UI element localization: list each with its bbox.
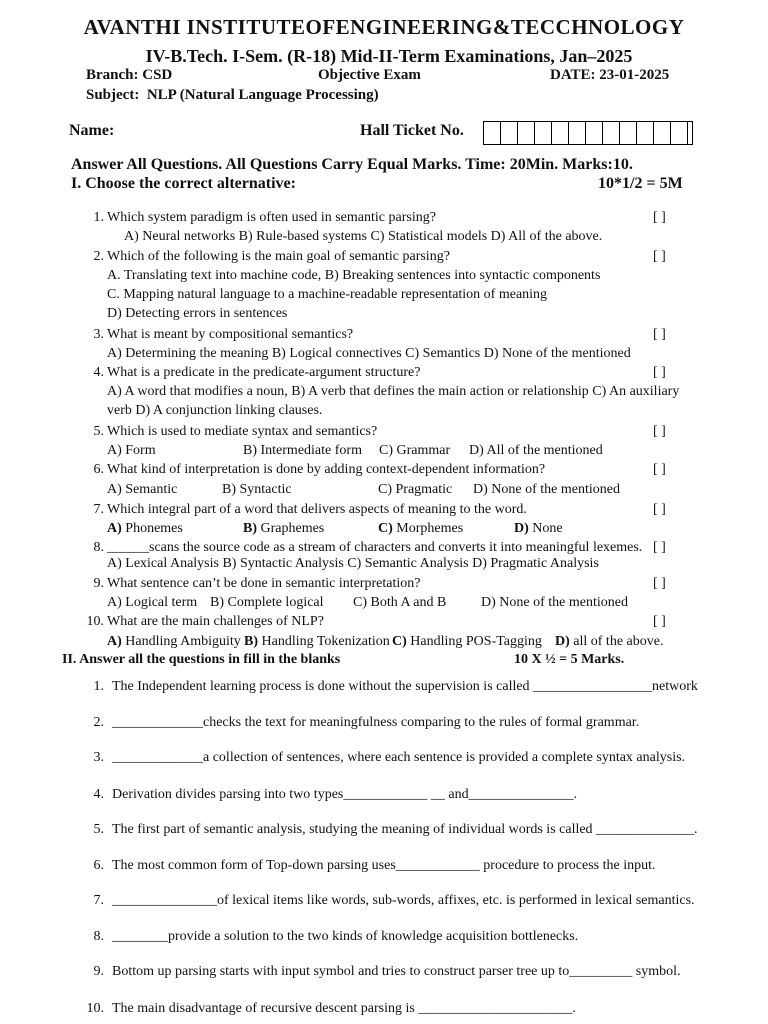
question-number: 7. — [93, 893, 104, 908]
subject-value: NLP (Natural Language Processing) — [146, 87, 379, 103]
fill-blank-item — [84, 1001, 576, 1017]
mcq-options: A) Lexical Analysis B) Syntactic Analysis C) Semantic Analysis D) Pragmatic Analysis — [107, 556, 599, 571]
question-text: _______________of lexical items like words, sub-words, affixes, etc. is performed in lexical semantics. — [112, 893, 695, 908]
question-number: 7. — [93, 502, 104, 517]
option-text: Handling Tokenization — [261, 634, 390, 649]
mcq-options: D) Detecting errors in sentences — [107, 306, 288, 321]
question-text: Which of the following is the main goal of semantic parsing? — [107, 249, 450, 264]
option-b — [244, 632, 390, 652]
option-c — [392, 632, 542, 652]
mcq-options: A) A word that modifies a noun, B) A verb that defines the main action or relationship C) An auxiliary — [107, 384, 680, 399]
answer-bracket: [ ] — [653, 210, 666, 225]
option-c: C) Pragmatic — [378, 482, 453, 497]
mcq-options: A) Determining the meaning B) Logical connectives C) Semantics D) None of the mentioned — [107, 346, 631, 361]
option-a — [107, 632, 241, 652]
option-text: None — [532, 521, 563, 536]
answer-bracket: [ ] — [653, 614, 666, 629]
question-text: Bottom up parsing starts with input symbol and tries to construct parser tree up to_________ symbol. — [112, 964, 681, 979]
question-text: What are the main challenges of NLP? — [107, 614, 324, 629]
fill-blank-item — [84, 787, 577, 803]
ticket-box — [620, 122, 637, 144]
answer-bracket: [ ] — [653, 576, 666, 591]
question-number: 5. — [93, 822, 104, 837]
option-key: C) — [392, 634, 407, 649]
question-text: ________provide a solution to the two kinds of knowledge acquisition bottlenecks. — [112, 929, 579, 944]
option-b: B) Intermediate form — [243, 443, 362, 458]
option-a — [107, 519, 183, 539]
ticket-box — [552, 122, 569, 144]
answer-bracket: [ ] — [653, 365, 666, 380]
section2-marks: 10 X ½ = 5 Marks. — [514, 652, 625, 667]
question-number: 8. — [93, 540, 104, 555]
question-text: What kind of interpretation is done by adding context-dependent information? — [107, 462, 546, 477]
option-text: all of the above. — [573, 634, 664, 649]
option-key: D) — [514, 521, 529, 536]
option-c: C) Grammar — [379, 443, 451, 458]
answer-bracket: [ ] — [653, 327, 666, 342]
ticket-box — [671, 122, 688, 144]
ticket-box — [586, 122, 603, 144]
mcq-options: C. Mapping natural language to a machine-readable representation of meaning — [107, 287, 548, 302]
hall-ticket-boxes — [483, 121, 693, 145]
option-b: B) Complete logical — [210, 595, 324, 610]
general-instructions: Answer All Questions. All Questions Carry Equal Marks. Time: 20Min. Marks:10. — [71, 156, 633, 173]
option-key: A) — [107, 521, 122, 536]
option-key: B) — [243, 521, 257, 536]
question-text: Which is used to mediate syntax and semantics? — [107, 424, 378, 439]
answer-bracket: [ ] — [653, 424, 666, 439]
question-text: What is meant by compositional semantics? — [107, 327, 354, 342]
fill-blank-item — [84, 679, 698, 695]
question-number: 4. — [93, 787, 104, 802]
option-d: D) None of the mentioned — [473, 482, 620, 497]
option-d — [514, 519, 563, 539]
option-c: C) Both A and B — [353, 595, 447, 610]
option-b — [243, 519, 324, 539]
ticket-box — [654, 122, 671, 144]
option-text: Morphemes — [396, 521, 464, 536]
ticket-box — [535, 122, 552, 144]
option-a: A) Semantic — [107, 482, 178, 497]
question-text: The most common form of Top-down parsing uses____________ procedure to process the input. — [112, 858, 656, 873]
option-d: D) All of the mentioned — [469, 443, 603, 458]
option-a: A) Form — [107, 443, 156, 458]
fill-blank-item — [84, 893, 695, 909]
answer-bracket: [ ] — [653, 462, 666, 477]
question-text: ______scans the source code as a stream of characters and converts it into meaningful lexemes. — [107, 540, 643, 555]
ticket-box — [569, 122, 586, 144]
ticket-box-end — [688, 122, 692, 144]
fill-blank-item — [84, 822, 698, 838]
ticket-box — [603, 122, 620, 144]
question-number: 8. — [93, 929, 104, 944]
question-number: 1. — [93, 679, 104, 694]
fill-blank-item — [84, 715, 639, 731]
question-number: 4. — [93, 365, 104, 380]
question-number: 9. — [93, 576, 104, 591]
question-number: 3. — [93, 750, 104, 765]
question-number: 10. — [86, 1001, 104, 1016]
ticket-box — [501, 122, 518, 144]
option-key: A) — [107, 634, 122, 649]
question-number: 3. — [93, 327, 104, 342]
exam-type-label: Objective Exam — [318, 67, 421, 83]
mcq-options: A. Translating text into machine code, B) Breaking sentences into syntactic components — [107, 268, 601, 283]
question-text: What sentence can’t be done in semantic interpretation? — [107, 576, 421, 591]
option-key: C) — [378, 521, 393, 536]
option-text: Handling POS-Tagging — [410, 634, 542, 649]
subject-label: Subject: — [86, 87, 140, 103]
mcq-options: A) Neural networks B) Rule-based systems C) Statistical models D) All of the above. — [124, 229, 603, 244]
question-text: The main disadvantage of recursive descent parsing is ______________________. — [112, 1001, 576, 1016]
answer-bracket: [ ] — [653, 502, 666, 517]
section1-title: I. Choose the correct alternative: — [71, 175, 296, 192]
hall-ticket-label: Hall Ticket No. — [360, 122, 464, 139]
question-text: Which integral part of a word that delivers aspects of meaning to the word. — [107, 502, 527, 517]
option-c — [378, 519, 463, 539]
question-number: 1. — [93, 210, 104, 225]
option-text: Handling Ambiguity — [125, 634, 241, 649]
question-number: 6. — [93, 858, 104, 873]
question-number: 10. — [86, 614, 104, 629]
fill-blank-item — [84, 964, 681, 980]
option-b: B) Syntactic — [222, 482, 292, 497]
question-text: The first part of semantic analysis, studying the meaning of individual words is called ______________. — [112, 822, 698, 837]
fill-blank-item — [84, 750, 685, 766]
question-text: Derivation divides parsing into two types____________ __ and_______________. — [112, 787, 578, 802]
answer-bracket: [ ] — [653, 249, 666, 264]
option-d — [555, 632, 663, 652]
name-label: Name: — [69, 122, 115, 139]
ticket-box — [637, 122, 654, 144]
question-text: What is a predicate in the predicate-argument structure? — [107, 365, 421, 380]
question-text: Which system paradigm is often used in semantic parsing? — [107, 210, 436, 225]
section2-title: II. Answer all the questions in fill in the blanks — [62, 652, 341, 667]
subject-line — [86, 87, 379, 104]
ticket-box — [518, 122, 535, 144]
question-text: The Independent learning process is done without the supervision is called _________________network — [112, 679, 698, 694]
mcq-options: verb D) A conjunction linking clauses. — [107, 403, 323, 418]
option-text: Phonemes — [125, 521, 183, 536]
question-number: 2. — [93, 249, 104, 264]
question-number: 5. — [93, 424, 104, 439]
option-a: A) Logical term — [107, 595, 198, 610]
answer-bracket: [ ] — [653, 540, 666, 555]
exam-date: DATE: 23-01-2025 — [550, 67, 670, 83]
option-d: D) None of the mentioned — [481, 595, 628, 610]
question-number: 9. — [93, 964, 104, 979]
ticket-box — [484, 122, 501, 144]
option-text: Graphemes — [260, 521, 325, 536]
section1-marks: 10*1/2 = 5M — [598, 175, 683, 192]
question-text: _____________checks the text for meaningfulness comparing to the rules of formal grammar. — [112, 715, 640, 730]
branch-label: Branch: CSD — [86, 67, 173, 83]
fill-blank-item — [84, 929, 578, 945]
question-number: 6. — [93, 462, 104, 477]
question-number: 2. — [93, 715, 104, 730]
option-key: B) — [244, 634, 258, 649]
institute-title: AVANTHI INSTITUTEOFENGINEERING&TECCHNOLOGY — [83, 15, 685, 39]
option-key: D) — [555, 634, 570, 649]
exam-title: IV-B.Tech. I-Sem. (R-18) Mid-II-Term Examinations, Jan–2025 — [145, 46, 633, 66]
question-text: _____________a collection of sentences, where each sentence is provided a complete syntax analysis. — [112, 750, 686, 765]
fill-blank-item — [84, 858, 656, 874]
